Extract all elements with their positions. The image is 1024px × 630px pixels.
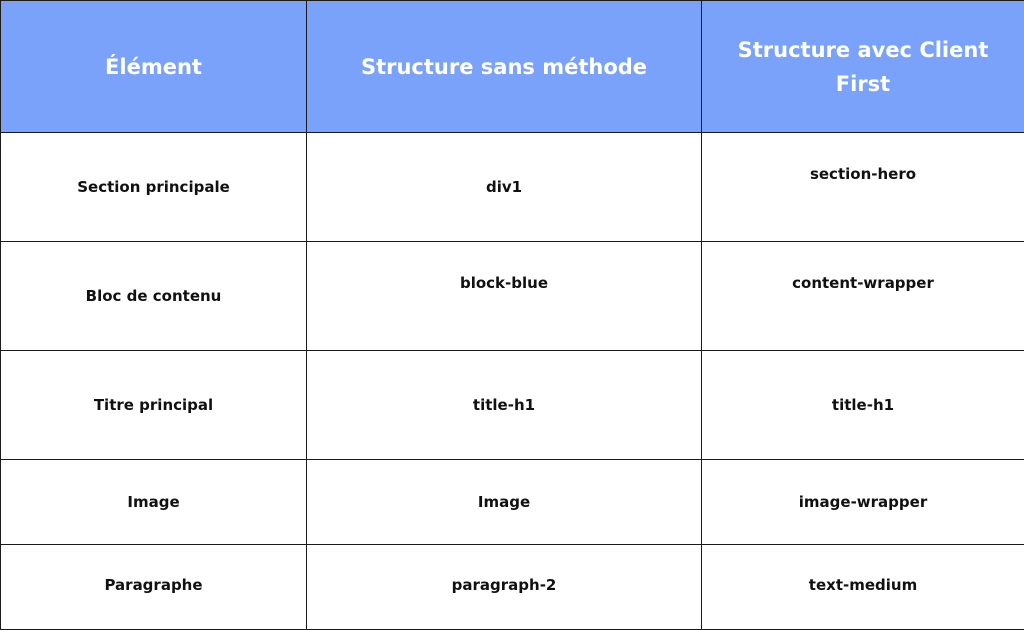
cell-element: Image <box>1 460 307 545</box>
table-row <box>1 545 1024 630</box>
cell-sans-methode: div1 <box>307 133 702 242</box>
cell-client-first: text-medium <box>702 545 1024 630</box>
cell-element: Section principale <box>1 133 307 242</box>
table-body <box>1 133 1024 630</box>
header-row <box>1 1 1024 133</box>
cell-element: Titre principal <box>1 351 307 460</box>
cell-sans-methode: block-blue <box>307 242 702 351</box>
cell-element: Paragraphe <box>1 545 307 630</box>
table-row <box>1 460 1024 545</box>
cell-client-first: title-h1 <box>702 351 1024 460</box>
cell-sans-methode: paragraph-2 <box>307 545 702 630</box>
header-structure-sans-methode: Structure sans méthode <box>307 1 702 133</box>
cell-sans-methode: Image <box>307 460 702 545</box>
table-row <box>1 133 1024 242</box>
cell-client-first: image-wrapper <box>702 460 1024 545</box>
table-row <box>1 242 1024 351</box>
header-element: Élément <box>1 1 307 133</box>
table-row <box>1 351 1024 460</box>
cell-sans-methode: title-h1 <box>307 351 702 460</box>
cell-client-first: content-wrapper <box>702 242 1024 351</box>
cell-client-first: section-hero <box>702 133 1024 242</box>
cell-element: Bloc de contenu <box>1 242 307 351</box>
table-header <box>1 1 1024 133</box>
header-structure-client-first: Structure avec Client First <box>702 1 1024 133</box>
